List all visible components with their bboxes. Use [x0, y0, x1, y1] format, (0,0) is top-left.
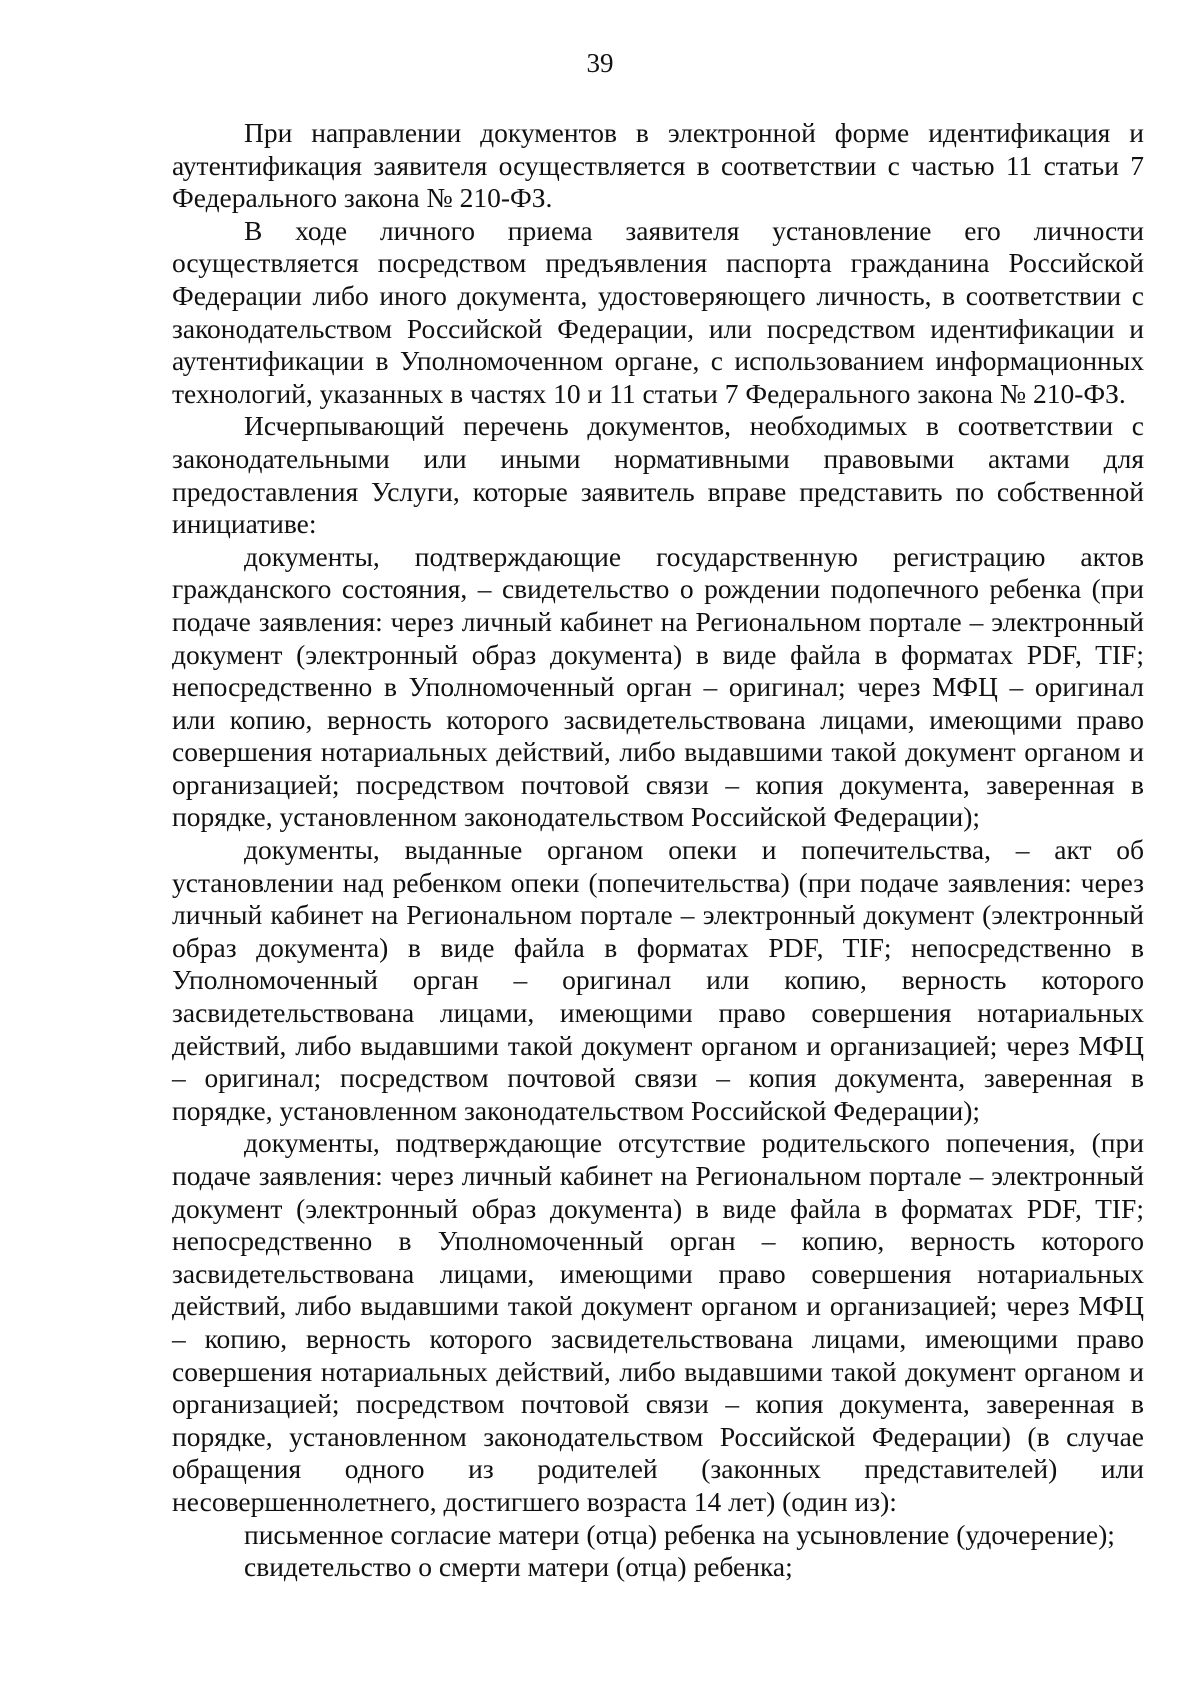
- paragraph-personal-reception: В ходе личного приема заявителя установление его личности осуществляется посредством предъявления паспорта гражданина Российской Федерации либо иного документа, удостоверяющего личность, в соответствии с законодательством Российской Федерации, или посредством идентификации и аутентификации в Уполномоченном органе, с использованием информационных технологий, указанных в частях 10 и 11 статьи 7 Федерального закона № 210-ФЗ.: [172, 214, 1144, 409]
- paragraph-document-list-intro: Исчерпывающий перечень документов, необходимых в соответствии с законодательными или иными нормативными правовыми актами для предоставления Услуги, которые заявитель вправе представить по собственной инициативе:: [172, 410, 1144, 540]
- list-item-death-certificate: свидетельство о смерти матери (отца) ребенка;: [244, 1551, 793, 1583]
- paragraph-guardianship-docs: документы, выданные органом опеки и попечительства, – акт об установлении над ребенком опеки (попечительства) (при подаче заявления: через личный кабинет на Региональном портале – электронный документ (электронный образ документа) в виде файла в форматах PDF, TIF; непосредственно в Уполномоченный орган – оригинал или копию, верность которого засвидетельствована лицами, имеющими право совершения нотариальных действий, либо выдавшими такой документ органом и организацией; через МФЦ – оригинал; посредством почтовой связи – копия документа, заверенная в порядке, установленном законодательством Российской Федерации);: [172, 834, 1144, 1126]
- page-number: 39: [586, 48, 614, 78]
- paragraph-parental-care-absence-docs: документы, подтверждающие отсутствие родительского попечения, (при подаче заявления: через личный кабинет на Региональном портале – электронный документ (электронный образ документа) в виде файла в форматах PDF, TIF; непосредственно в Уполномоченный орган – копию, верность которого засвидетельствована лицами, имеющими право совершения нотариальных действий, либо выдавшими такой документ органом и организацией; через МФЦ – копию, верность которого засвидетельствована лицами, имеющими право совершения нотариальных действий, либо выдавшими такой документ органом и организацией; посредством почтовой связи – копия документа, заверенная в порядке, установленном законодательством Российской Федерации) (в случае обращения одного из родителей (законных представителей) или несовершеннолетнего, достигшего возраста 14 лет) (один из):: [172, 1127, 1144, 1517]
- document-body: [172, 117, 1144, 1584]
- list-item-adoption-consent: письменное согласие матери (отца) ребенка на усыновление (удочерение);: [244, 1518, 1115, 1550]
- paragraph-civil-registration-docs: документы, подтверждающие государственную регистрацию актов гражданского состояния, – свидетельство о рождении подопечного ребенка (при подаче заявления: через личный кабинет на Региональном портале – электронный документ (электронный образ документа) в виде файла в форматах PDF, TIF; непосредственно в Уполномоченный орган – оригинал; через МФЦ – оригинал или копию, верность которого засвидетельствована лицами, имеющими право совершения нотариальных действий, либо выдавшими такой документ органом и организацией; посредством почтовой связи – копия документа, заверенная в порядке, установленном законодательством Российской Федерации);: [172, 540, 1144, 833]
- paragraph-electronic-identification: При направлении документов в электронной форме идентификация и аутентификация заявителя осуществляется в соответствии с частью 11 статьи 7 Федерального закона № 210-ФЗ.: [172, 117, 1144, 214]
